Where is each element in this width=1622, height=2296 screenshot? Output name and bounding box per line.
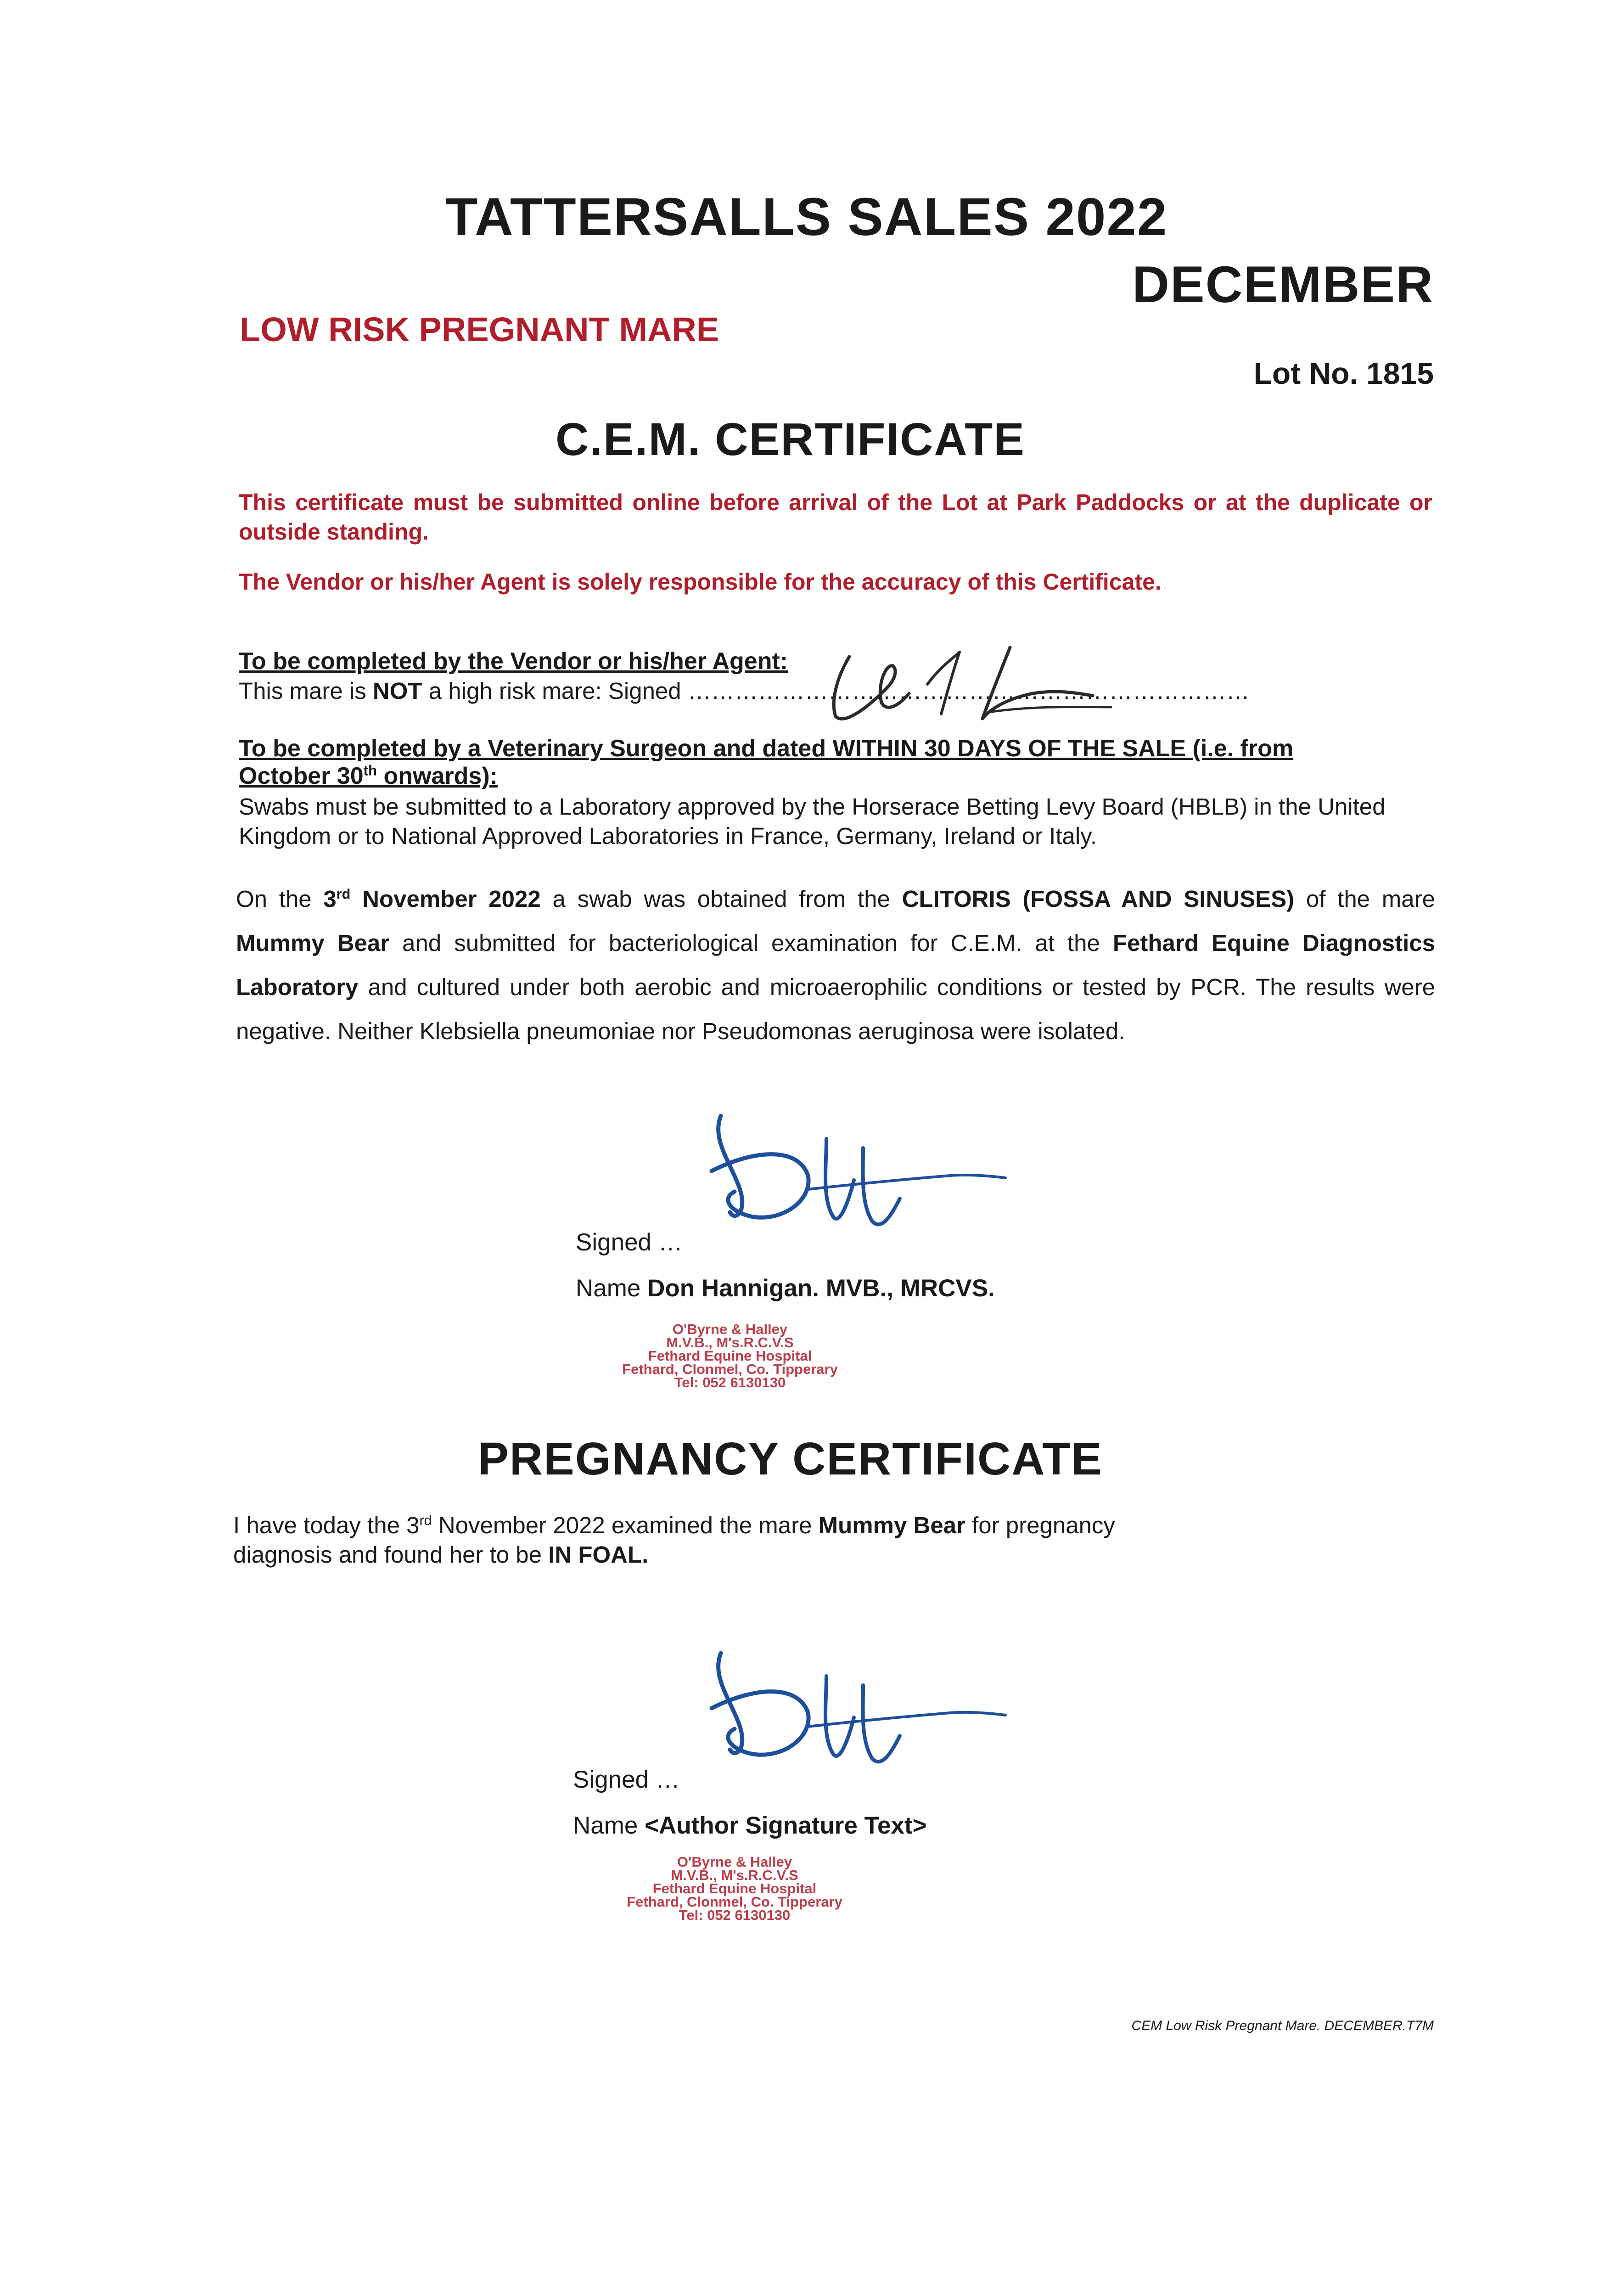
swab-date-sup: rd [336, 886, 351, 902]
laboratory-name: Fethard Equine Diagnostics Laboratory [236, 930, 1435, 1000]
stamp-line-2: M.V.B., M's.R.C.V.S [666, 1334, 794, 1351]
practice-stamp [569, 1322, 891, 1389]
swab-date [323, 886, 540, 912]
vendor-line-prefix: This mare is [239, 678, 373, 704]
vendor-section-heading: To be completed by the Vendor or his/her Agent: [239, 648, 788, 675]
submission-notice: This certificate must be submitted online before arrival of the Lot at Park Paddocks or at the duplicate or outside standing. [239, 490, 1432, 545]
stamp-line-4: Fethard, Clonmel, Co. Tipperary [622, 1361, 838, 1377]
paragraph-swab: a swab was obtained from the [540, 886, 902, 912]
stamp-line-5: Tel: 052 6130130 [674, 1374, 786, 1390]
swab-date-day: 3 [323, 886, 337, 912]
vet-name: Don Hannigan. MVB., MRCVS. [647, 1275, 995, 1302]
swab-laboratory-note: Swabs must be submitted to a Laboratory approved by the Horserace Betting Levy Board (HBLB) in the United Kingdom or to National Approved Laboratories in France, Germany, Ireland or Italy. [239, 793, 1386, 849]
pregnancy-date-sup: rd [419, 1513, 432, 1528]
vendor-signature [817, 638, 1129, 730]
pregnancy-text-3: for pregnancy diagnosis and found her to be [233, 1512, 1115, 1568]
vet-heading-onwards: onwards): [377, 763, 498, 789]
vet-section-heading-line2 [239, 762, 498, 790]
paragraph-on-the: On the [236, 886, 324, 912]
vet-section-heading-line1: To be completed by a Veterinary Surgeon and dated WITHIN 30 DAYS OF THE SALE (i.e. from [239, 735, 1294, 762]
pregnancy-name-line [573, 1812, 927, 1840]
stamp2-line-5: Tel: 052 6130130 [679, 1907, 791, 1923]
vet-signature-pregnancy [702, 1644, 1015, 1782]
vet-signature [702, 1107, 1015, 1244]
stamp-line-1: O'Byrne & Halley [672, 1321, 788, 1337]
pregnancy-signatory-name: <Author Signature Text> [645, 1812, 927, 1839]
paragraph-rest: and cultured under both aerobic and microaerophilic conditions or tested by PCR. The results were negative. Neither Klebsiella pneumoniae nor Pseudomonas aeruginosa were isolated. [236, 974, 1435, 1044]
stamp2-line-2: M.V.B., M's.R.C.V.S [671, 1867, 798, 1883]
paragraph-submitted: and submitted for bacteriological examination for C.E.M. at the [389, 930, 1113, 956]
paragraph-of-mare: of the mare [1294, 886, 1435, 912]
vet-name-label: Name [576, 1275, 648, 1302]
lot-number: Lot No. 1815 [1253, 356, 1434, 390]
vet-signed-label: Signed … [576, 1229, 683, 1256]
stamp2-line-3: Fethard Equine Hospital [652, 1880, 817, 1896]
mare-category: LOW RISK PREGNANT MARE [240, 310, 719, 349]
vet-name-line [576, 1274, 995, 1302]
responsibility-notice: The Vendor or his/her Agent is solely responsible for the accuracy of this Certificate. [239, 569, 1162, 595]
cem-certificate-title: C.E.M. CERTIFICATE [555, 414, 1025, 465]
swab-date-rest: November 2022 [350, 886, 541, 912]
swab-site: CLITORIS (FOSSA AND SINUSES) [902, 886, 1295, 912]
sale-name: DECEMBER [1132, 256, 1434, 313]
sale-title: TATTERSALLS SALES 2022 [445, 187, 1168, 247]
stamp2-line-1: O'Byrne & Halley [677, 1854, 792, 1870]
vendor-line-not: NOT [372, 678, 422, 704]
vet-heading-month: October 30 [239, 763, 364, 789]
cem-result-paragraph [236, 877, 1435, 1053]
vet-heading-sup: th [363, 762, 377, 779]
pregnancy-text-1: I have today the 3 [233, 1512, 420, 1538]
pregnancy-name-label: Name [573, 1812, 645, 1839]
stamp-line-3: Fethard Equine Hospital [648, 1348, 812, 1364]
stamp2-line-4: Fethard, Clonmel, Co. Tipperary [627, 1894, 842, 1910]
form-code: CEM Low Risk Pregnant Mare. DECEMBER.T7M [1131, 2018, 1434, 2033]
pregnancy-signed-label: Signed … [573, 1766, 680, 1793]
pregnancy-certificate-title: PREGNANCY CERTIFICATE [478, 1433, 1103, 1485]
pregnancy-statement [233, 1511, 1220, 1570]
pregnancy-mare-name: Mummy Bear [818, 1512, 965, 1538]
practice-stamp-pregnancy [574, 1855, 895, 1922]
vendor-line-suffix: a high risk mare: Signed ……………………………………………………………… [422, 678, 1250, 704]
pregnancy-result: IN FOAL. [548, 1542, 649, 1568]
pregnancy-text-2: November 2022 examined the mare [432, 1512, 819, 1538]
mare-name: Mummy Bear [236, 930, 390, 956]
